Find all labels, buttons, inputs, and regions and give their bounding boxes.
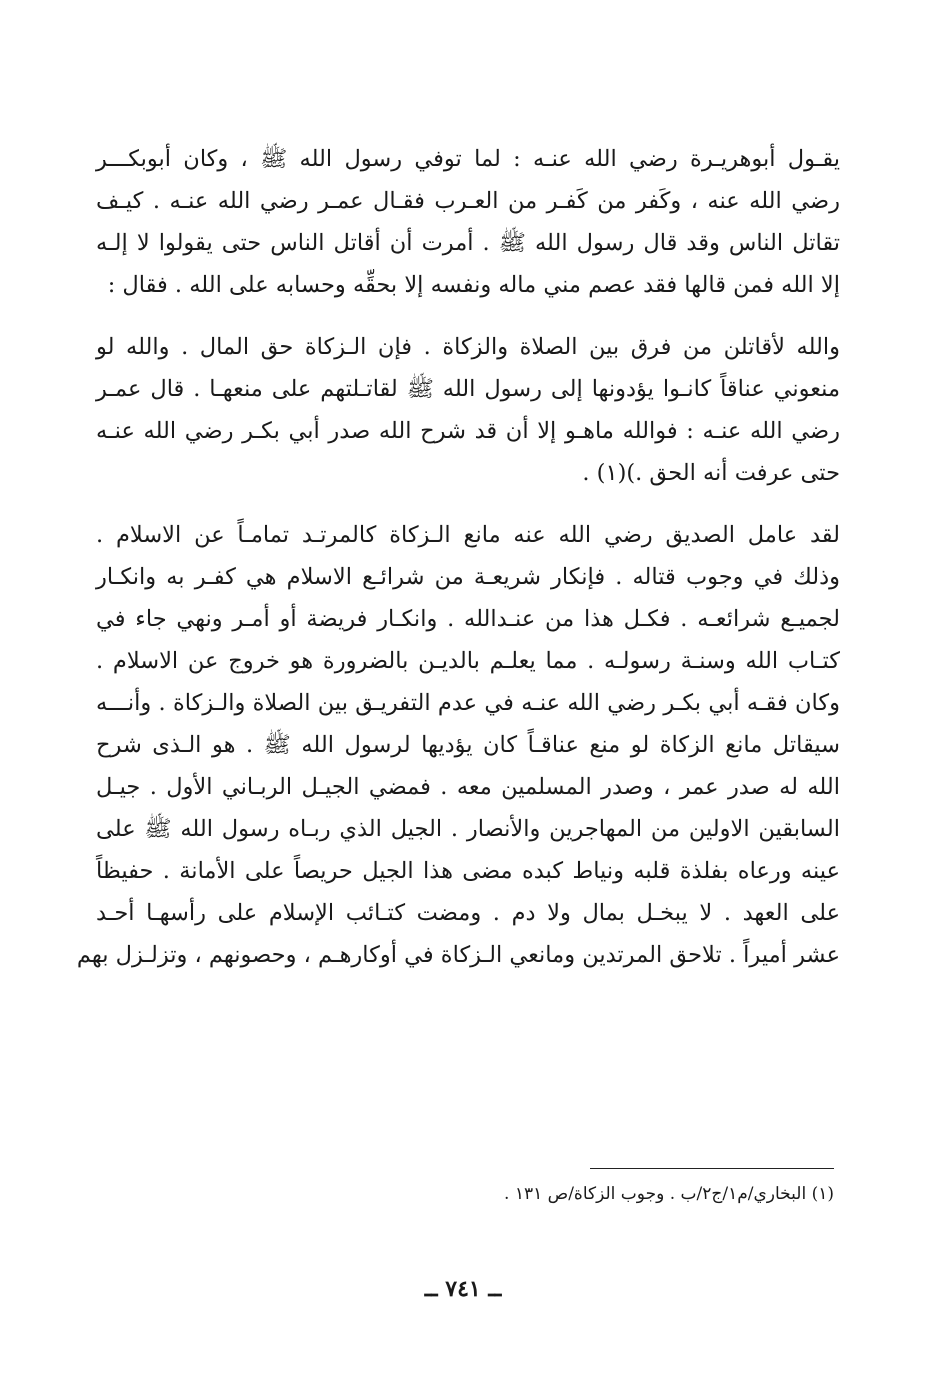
text-line: عينه ورعاه بفلذة قلبه ونياط كبده مضى هذا الجيل حريصاً على الأمانة . حفيظاً [96, 858, 840, 884]
text-line: والله لأقاتلن من فرق بين الصلاة والزكاة . فإن الـزكاة حق المال . والله لو [96, 334, 840, 360]
paragraph-1 [96, 138, 840, 306]
paragraph-2 [96, 326, 840, 494]
footnote: (١) البخاري/م١/ج٢/ب . وجوب الزكاة/ص ١٣١ . [504, 1184, 834, 1204]
page-body [76, 138, 840, 976]
text-line: لجميـع شرائعـه . فكـل هذا من عنـدالله . وانكـار فريضة أو أمـر ونهي جاء في [96, 606, 840, 632]
text-line: يقـول أبوهريـرة رضي الله عنـه : لما توفي رسول الله ﷺ ، وكان أبوبكـــر [96, 146, 840, 172]
text-line: عشر أميراً . تلاحق المرتدين ومانعي الـزكاة في أوكارهـم ، وحصونهم ، وتزلـزل بهم [76, 942, 840, 968]
text-line: رضي الله عنه ، وكَفر من كَفـر من العـرب فقـال عمـر رضي الله عنـه . كيـف [96, 188, 840, 214]
text-line: وذلك في وجوب قتاله . فإنكار شريعـة من شرائـع الاسلام هي كفـر به وانكـار [96, 564, 840, 590]
text-line: رضي الله عنـه : فوالله ماهـو إلا أن قد شرح الله صدر أبي بكـر رضي الله عنـه [96, 418, 840, 444]
text-line: سيقاتل مانع الزكاة لو منع عناقـاً كان يؤديها لرسول الله ﷺ . هو الـذى شرح [96, 732, 840, 758]
text-line: وكان فقـه أبي بكـر رضي الله عنـه في عدم التفريـق بين الصلاة والـزكاة . وأنـــه [96, 690, 840, 716]
text-line: منعوني عناقاً كانـوا يؤدونها إلى رسول الله ﷺ لقاتـلتهم على منعهـا . قال عمـر [96, 376, 840, 402]
text-line: لقد عامل الصديق رضي الله عنه مانع الـزكاة كالمرتـد تمامـاً عن الاسلام . [96, 522, 840, 548]
page-number: ــ ٧٤١ ــ [424, 1276, 502, 1302]
paragraph-3 [76, 514, 840, 976]
text-line: السابقين الاولين من المهاجرين والأنصار . الجيل الذي ربـاه رسول الله ﷺ على [96, 816, 840, 842]
text-line: الله له صدر عمر ، وصدر المسلمين معه . فمضي الجيـل الربـاني الأول . جيـل [96, 774, 840, 800]
text-line: تقاتل الناس وقد قال رسول الله ﷺ . أمرت أن أقاتل الناس حتى يقولوا لا إلـه [96, 230, 840, 256]
text-line: حتى عرفت أنه الحق .)(١) . [582, 460, 840, 486]
text-line: كتـاب الله وسنـة رسولـه . مما يعلـم بالديـن بالضرورة هو خروج عن الاسلام . [96, 648, 840, 674]
footnote-divider [590, 1168, 834, 1169]
text-line: على العهد . لا يبخـل بمال ولا دم . ومضت كتـائب الإسلام على رأسهـا أحـد [96, 900, 840, 926]
text-line: إلا الله فمن قالها فقد عصم مني ماله ونفسه إلا بحقِّه وحسابه على الله . فقال : [107, 272, 840, 298]
